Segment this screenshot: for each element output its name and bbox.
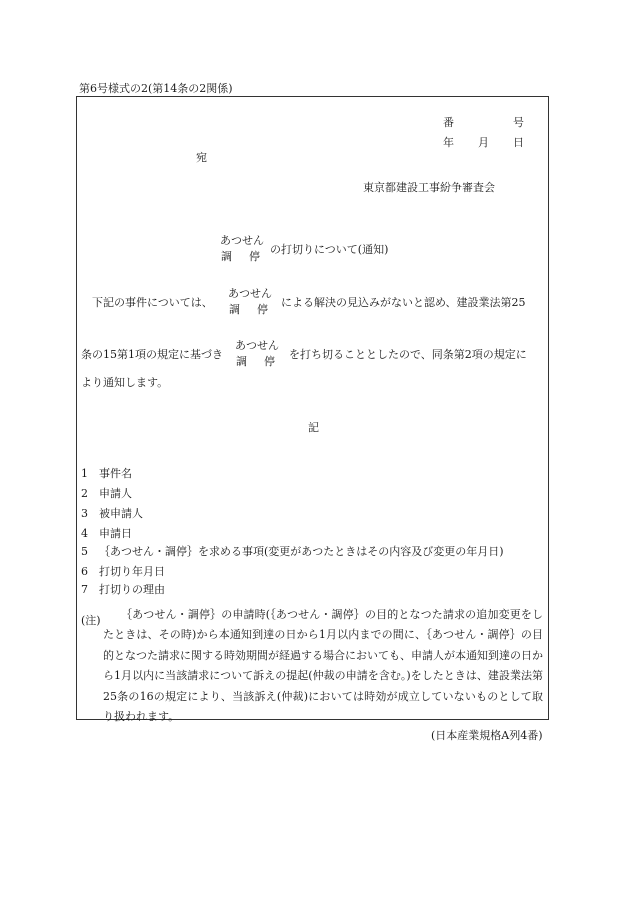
list-item-number: 3 [81,507,88,520]
title-alt-bottom-1: 調 [221,250,232,263]
body-line-1-alt-top: あつせん [228,287,272,300]
body-line-2-alt-top: あつせん [235,339,279,352]
list-item-number: 4 [81,527,88,540]
list-item-label: 事件名 [99,467,132,480]
list-item [81,543,504,559]
note-label: (注) [81,614,101,627]
list-item-number: 2 [81,487,88,500]
body-line-2-alt-bottom [233,354,281,370]
body-line-1-end: による解決の見込みがないと認め、建設業法第25 [281,296,526,309]
list-item-label: ｛あつせん・調停｝を求める事項(変更があつたときはその内容及び変更の年月日) [99,545,504,558]
body-line-2-start: 条の15第1項の規定に基づき [81,348,223,361]
body-line-1-alternatives [226,286,274,318]
list-item-label: 申請人 [99,487,132,500]
list-item-label: 被申請人 [99,507,143,520]
title-alternatives [218,233,266,265]
list-item-number: 1 [81,467,88,480]
list-item-label: 打切りの理由 [99,583,165,596]
list-item [81,465,132,481]
list-item-label: 打切り年月日 [99,565,165,578]
date-year-label: 年 [443,136,454,149]
ki-heading: 記 [308,421,319,434]
title-alt-top: あつせん [220,234,264,247]
list-item-number: 7 [81,583,88,596]
paper-size-note: (日本産業規格A列4番) [431,729,543,742]
list-item [81,505,143,521]
body-line-2-end: を打ち切ることとしたので、同条第2項の規定に [289,348,527,361]
document-number-suffix: 号 [513,116,524,129]
list-item [81,581,165,597]
list-item [81,485,132,501]
date-month-label: 月 [478,136,489,149]
page-title: の打切りについて(通知) [270,243,389,256]
list-item-number: 5 [81,545,88,558]
form-id: 第6号様式の2(第14条の2関係) [79,82,233,95]
date-day-label: 日 [513,136,524,149]
list-item [81,525,132,541]
sender-name: 東京都建設工事紛争審査会 [363,181,495,194]
list-item-label: 申請日 [99,527,132,540]
body-line-1-alt-bottom-2: 停 [257,303,268,316]
title-alt-bottom-2: 停 [249,250,260,263]
title-alt-bottom [218,249,266,265]
body-line-2-alt-bottom-1: 調 [236,355,247,368]
list-item [81,563,165,579]
body-line-2-alt-bottom-2: 停 [264,355,275,368]
document-number-label: 番 [443,116,454,129]
body-line-1-alt-bottom-1: 調 [229,303,240,316]
note-text: ｛あつせん・調停｝の申請時(｛あつせん・調停｝の目的となつた請求の追加変更をしたときは、その時)から本通知到達の日から1月以内までの間に、｛あつせん・調停｝の目的となつた請求に関する時効期間が経過する場合においても、申請人が本通知到達の日から1月以内に当該請求について訴えの提起(仲裁の申請を含む。)をしたときは、建設業法第25条の16の規定により、当該訴え(仲裁)においては時効が成立していないものとして取り扱われます。 [103,608,543,724]
body-line-3: より通知します。 [81,376,169,389]
body-line-2-alternatives [233,338,281,370]
list-item-number: 6 [81,565,88,578]
body-line-1-start: 下記の事件については、 [92,296,213,309]
body-line-1-alt-bottom [226,302,274,318]
addressee-suffix: 宛 [196,151,207,164]
